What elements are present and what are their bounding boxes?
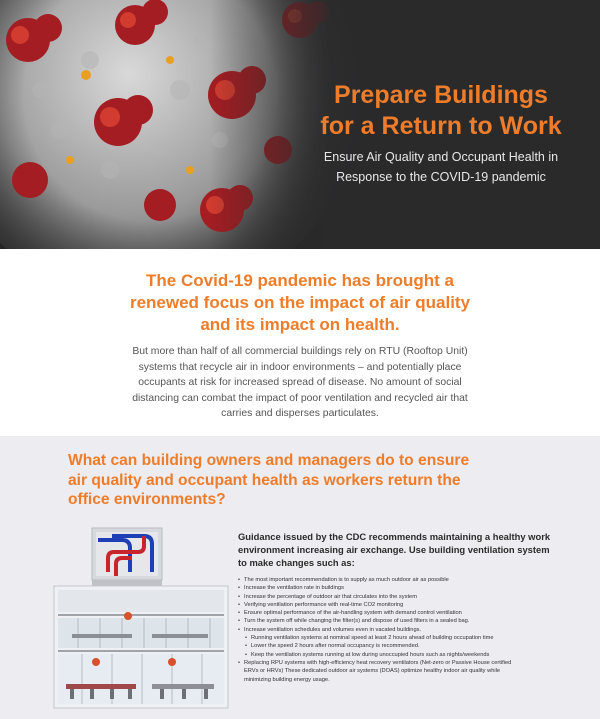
intro-heading: [60, 270, 540, 336]
cdc-guidance-text: [238, 530, 556, 569]
intro-body-line: distancing can combat the impact of poor ventilation and recycled air that: [132, 392, 468, 404]
hero-subtitle: [300, 147, 582, 187]
intro-heading-line: and its impact on health.: [200, 315, 400, 334]
guidance-line: environment increasing air exchange. Use building ventilation system: [238, 544, 550, 555]
recommendation-list: [238, 576, 560, 684]
list-item: • The most important recommendation is to supply as much outdoor air as possible: [238, 576, 560, 584]
final-recommendation-line: Replacing RPU systems with high-efficiency heat recovery ventilators (Net-zero or Passive House certified: [244, 659, 512, 666]
intro-heading-line: The Covid-19 pandemic has brought a: [146, 271, 454, 290]
list-item: • Turn the system off while changing the filter(s) and dispose of used filters in a sealed bag.: [238, 617, 560, 625]
intro-heading-line: renewed focus on the impact of air quality: [129, 293, 471, 312]
sub-list-item: • Running ventilation systems at nominal speed at least 2 hours ahead of building occupation time: [238, 634, 560, 642]
final-recommendation-line: ERVs or HRVs) These dedicated outdoor air systems (DOAS) optimize healthy indoor air quality while: [244, 668, 501, 675]
list-item: • Increase ventilation schedules and volumes even in vacated buildings.: [238, 626, 560, 634]
sub-list-item: • Keep the ventilation systems running at low during unoccupied hours such as nights/weekends: [238, 651, 560, 659]
question-line: office environments?: [68, 491, 226, 508]
final-recommendation-line: minimizing building energy usage.: [244, 676, 330, 683]
question-heading: [68, 451, 548, 510]
list-item: • Increase the ventilation rate in buildings: [238, 584, 560, 592]
sub-list-item: • Lower the speed 2 hours after normal occupancy is recommended.: [238, 642, 560, 650]
guidance-line: Guidance issued by the CDC recommends maintaining a healthy work: [238, 531, 551, 542]
list-item: • Ensure optimal performance of the air-handling system with demand control ventilation: [238, 609, 560, 617]
question-line: air quality and occupant health as workers return the: [68, 471, 461, 489]
hero-banner: [0, 0, 600, 249]
intro-body-line: occupants at risk for increased spread of disease. No amount of social: [138, 377, 462, 388]
intro-body-line: But more than half of all commercial buildings rely on RTU (Rooftop Unit): [132, 346, 468, 357]
list-item: • Increase the percentage of outdoor air that circulates into the system: [238, 593, 560, 601]
hero-title-line: Prepare Buildings: [334, 81, 548, 109]
hero-title-line: for a Return to Work: [320, 112, 562, 140]
hero-subtitle-line: Response to the COVID-19 pandemic: [336, 170, 546, 184]
list-item: [238, 659, 560, 684]
question-line: What can building owners and managers do to ensure: [68, 452, 470, 469]
intro-paragraph: [98, 344, 502, 422]
hero-subtitle-line: Ensure Air Quality and Occupant Health in: [323, 150, 559, 164]
guidance-line: to make changes such as:: [238, 557, 355, 568]
intro-body-line: systems that recycle air in indoor environments – and potentially place: [138, 361, 462, 373]
building-ventilation-illustration: [52, 524, 230, 710]
list-item: • Verifying ventilation performance with real-time CO2 monitoring: [238, 601, 560, 609]
hero-title: [296, 80, 586, 142]
intro-body-line: carries and disperses particulates.: [221, 408, 379, 419]
